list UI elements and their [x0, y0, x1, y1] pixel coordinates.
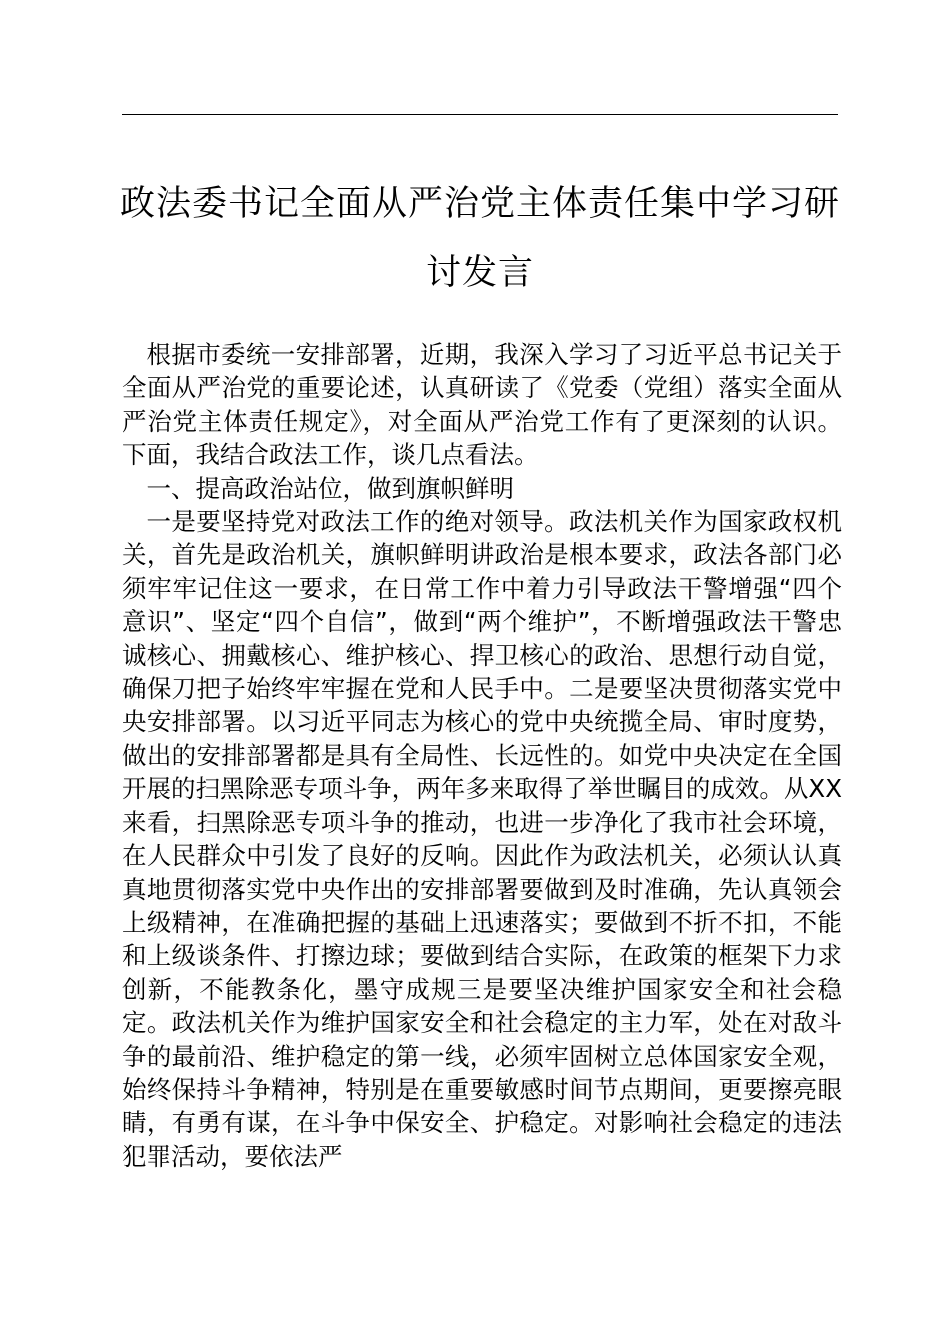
- section-heading: 一、提高政治站位，做到旗帜鲜明: [146, 473, 514, 503]
- body-paragraph: 一是要坚持党对政法工作的绝对领导。政法机关作为国家政权机关，首先是政治机关，旗帜鲜明讲政治是根本要求，政法各部门必须牢牢记住这一要求，在日常工作中着力引导政法干警增强“四个意识”、坚定“四个自信”，做到“两个维护”，不断增强政法干警忠诚核心、拥戴核心、维护核心、捍卫核心的政治、思想行动自觉，确保刀把子始终牢牢握在党和人民手中。二是要坚决贯彻落实党中央安排部署。以习近平同志为核心的党中央统揽全局、审时度势，做出的安排部署都是具有全局性、长远性的。如党中央决定在全国开展的扫黑除恶专项斗争，两年多来取得了举世瞩目的成效。从XX来看，扫黑除恶专项斗争的推动，也进一步净化了我市社会环境，在人民群众中引发了良好的反响。因此作为政法机关，必须认认真真地贯彻落实党中央作出的安排部署要做到及时准确，先认真领会上级精神，在准确把握的基础上迅速落实；要做到不折不扣，不能和上级谈条件、打擦边球；要做到结合实际，在政策的框架下力求创新，不能教条化，墨守成规三是要坚决维护国家安全和社会稳定。政法机关作为维护国家安全和社会稳定的主力军，处在对敌斗争的最前沿、维护稳定的第一线，必须牢固树立总体国家安全观，始终保持斗争精神，特别是在重要敏感时间节点期间，更要擦亮眼睛，有勇有谋，在斗争中保安全、护稳定。对影响社会稳定的违法犯罪活动，要依法严: [122, 507, 842, 1171]
- document-body: [122, 338, 842, 1173]
- intro-paragraph: 根据市委统一安排部署，近期，我深入学习了习近平总书记关于全面从严治党的重要论述，认真研读了《党委（党组）落实全面从严治党主体责任规定》，对全面从严治党工作有了更深刻的认识。下面，我结合政法工作，谈几点看法。: [122, 340, 842, 470]
- header-divider: [122, 114, 838, 115]
- title-line-2: 讨发言: [425, 253, 534, 293]
- document-title: [100, 170, 860, 308]
- title-line-1: 政法委书记全面从严治党主体责任集中学习研: [119, 184, 840, 224]
